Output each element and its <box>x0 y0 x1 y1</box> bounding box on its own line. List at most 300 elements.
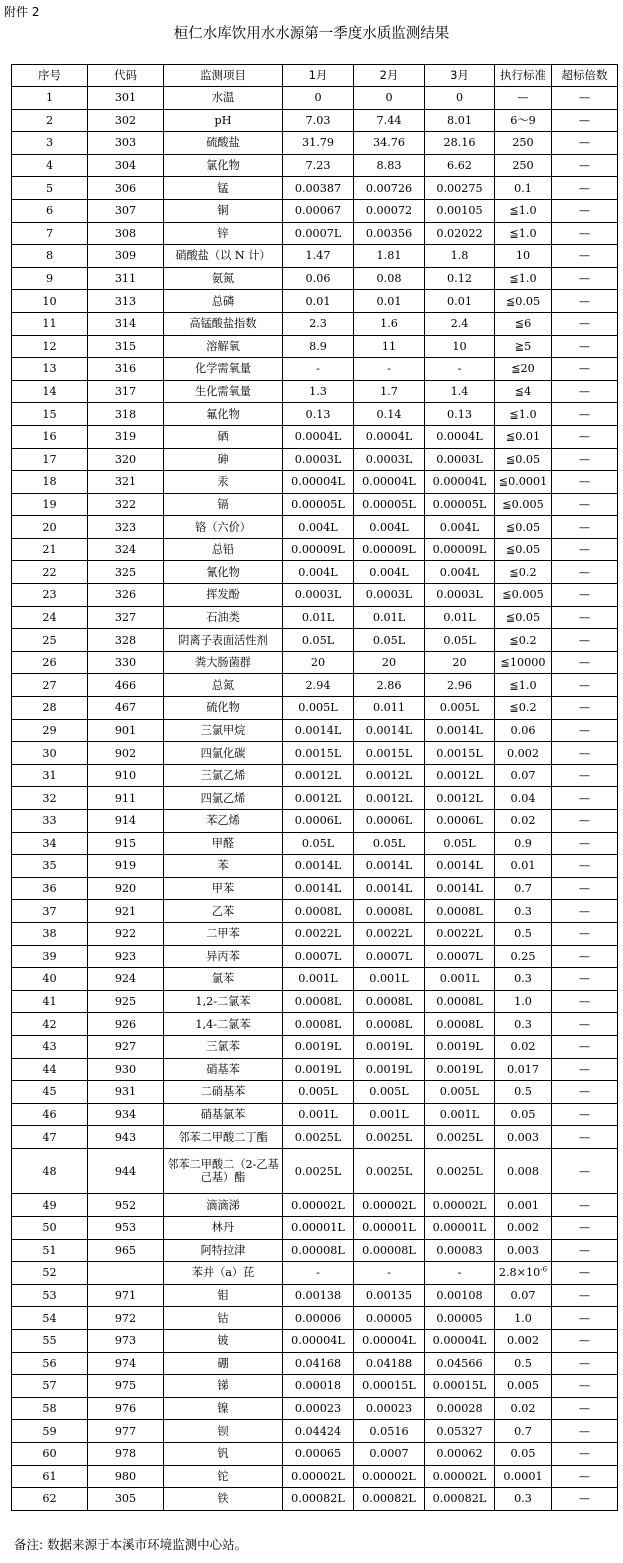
cell-exceed-times: — <box>552 425 618 448</box>
cell-seq: 31 <box>12 764 88 787</box>
cell-code: 980 <box>88 1465 164 1488</box>
cell-feb: 0.00135 <box>354 1284 425 1307</box>
cell-feb: 0.0025L <box>354 1126 425 1149</box>
cell-seq: 60 <box>12 1442 88 1465</box>
cell-exceed-times: — <box>552 1284 618 1307</box>
cell-exceed-times: — <box>552 719 618 742</box>
cell-mar: 0.0007L <box>425 945 495 968</box>
cell-exceed-times: — <box>552 403 618 426</box>
cell-jan: 0.0014L <box>283 877 354 900</box>
cell-mar: 0.00028 <box>425 1397 495 1420</box>
cell-jan: 0.0003L <box>283 448 354 471</box>
cell-feb: 0.00023 <box>354 1397 425 1420</box>
cell-seq: 54 <box>12 1307 88 1330</box>
cell-seq: 57 <box>12 1375 88 1398</box>
cell-standard: 0.07 <box>495 764 552 787</box>
cell-jan: 7.03 <box>283 109 354 132</box>
cell-mar: 0.00015L <box>425 1375 495 1398</box>
cell-item: 硒 <box>164 425 283 448</box>
column-header-item: 监测项目 <box>164 65 283 87</box>
table-row <box>12 425 618 448</box>
cell-jan: 0.0006L <box>283 810 354 833</box>
cell-jan: 2.3 <box>283 312 354 335</box>
cell-seq: 48 <box>12 1148 88 1194</box>
cell-item: 化学需氧量 <box>164 358 283 381</box>
cell-exceed-times: — <box>552 1035 618 1058</box>
cell-mar: 0.001L <box>425 1103 495 1126</box>
cell-seq: 12 <box>12 335 88 358</box>
table-row <box>12 493 618 516</box>
cell-jan: 0.004L <box>283 561 354 584</box>
cell-feb: 0.0008L <box>354 1013 425 1036</box>
cell-standard: 0.04 <box>495 787 552 810</box>
cell-mar: 0.02022 <box>425 222 495 245</box>
cell-item: 锑 <box>164 1375 283 1398</box>
table-row <box>12 1375 618 1398</box>
cell-item: 铊 <box>164 1465 283 1488</box>
cell-feb: 0.00015L <box>354 1375 425 1398</box>
cell-seq: 4 <box>12 154 88 177</box>
table-row <box>12 1058 618 1081</box>
cell-code: 973 <box>88 1329 164 1352</box>
column-header-mar: 3月 <box>425 65 495 87</box>
cell-standard: 0.003 <box>495 1126 552 1149</box>
cell-exceed-times: — <box>552 1126 618 1149</box>
cell-feb: 0.0007L <box>354 945 425 968</box>
cell-feb: 0.0008L <box>354 990 425 1013</box>
cell-standard: ≦0.01 <box>495 425 552 448</box>
cell-seq: 52 <box>12 1262 88 1285</box>
table-row <box>12 380 618 403</box>
cell-exceed-times: — <box>552 245 618 268</box>
table-row <box>12 1081 618 1104</box>
cell-feb: 0.0007 <box>354 1442 425 1465</box>
cell-standard: 0.02 <box>495 1397 552 1420</box>
cell-seq: 39 <box>12 945 88 968</box>
cell-seq: 27 <box>12 674 88 697</box>
table-row <box>12 1126 618 1149</box>
cell-mar: 0.001L <box>425 968 495 991</box>
cell-mar: 0.0008L <box>425 990 495 1013</box>
cell-exceed-times: — <box>552 1058 618 1081</box>
cell-standard: 250 <box>495 154 552 177</box>
cell-item: 总氮 <box>164 674 283 697</box>
cell-standard: ≦0.05 <box>495 516 552 539</box>
cell-standard: 0.25 <box>495 945 552 968</box>
cell-code: 467 <box>88 697 164 720</box>
cell-code: 910 <box>88 764 164 787</box>
cell-feb: 0.00356 <box>354 222 425 245</box>
cell-mar: 1.4 <box>425 380 495 403</box>
cell-mar: 0.05L <box>425 832 495 855</box>
cell-feb: 0.00005 <box>354 1307 425 1330</box>
table-row <box>12 629 618 652</box>
cell-mar: 0.004L <box>425 516 495 539</box>
cell-jan: 1.3 <box>283 380 354 403</box>
cell-seq: 17 <box>12 448 88 471</box>
cell-code: 311 <box>88 267 164 290</box>
table-row <box>12 335 618 358</box>
cell-code: 930 <box>88 1058 164 1081</box>
cell-seq: 13 <box>12 358 88 381</box>
cell-code: 315 <box>88 335 164 358</box>
cell-seq: 20 <box>12 516 88 539</box>
table-row <box>12 1352 618 1375</box>
table-row <box>12 222 618 245</box>
cell-item: 石油类 <box>164 606 283 629</box>
cell-code: 934 <box>88 1103 164 1126</box>
cell-jan: 0.0007L <box>283 222 354 245</box>
cell-standard: 0.7 <box>495 1420 552 1443</box>
footer-note: 备注: 数据来源于本溪市环境监测中心站。 <box>14 1537 248 1552</box>
attachment-label: 附件 2 <box>4 5 40 19</box>
cell-jan: 0.00001L <box>283 1217 354 1240</box>
cell-code: 326 <box>88 584 164 607</box>
cell-item: pH <box>164 109 283 132</box>
cell-seq: 5 <box>12 177 88 200</box>
cell-feb: 0.011 <box>354 697 425 720</box>
cell-item: 钼 <box>164 1284 283 1307</box>
cell-item: 硝酸盐（以 N 计） <box>164 245 283 268</box>
cell-jan: 0.0022L <box>283 922 354 945</box>
cell-code: 902 <box>88 742 164 765</box>
cell-feb: 0.0516 <box>354 1420 425 1443</box>
cell-mar: 0.0004L <box>425 425 495 448</box>
cell-exceed-times: — <box>552 267 618 290</box>
cell-item: 甲醛 <box>164 832 283 855</box>
table-row <box>12 787 618 810</box>
cell-item: 邻苯二甲酸二丁酯 <box>164 1126 283 1149</box>
table-row <box>12 538 618 561</box>
cell-item: 滴滴涕 <box>164 1194 283 1217</box>
cell-seq: 9 <box>12 267 88 290</box>
cell-standard: 0.05 <box>495 1103 552 1126</box>
cell-jan: 0.0008L <box>283 900 354 923</box>
cell-standard: 250 <box>495 132 552 155</box>
cell-feb: 20 <box>354 651 425 674</box>
table-row <box>12 403 618 426</box>
cell-mar: 2.4 <box>425 312 495 335</box>
table-row <box>12 132 618 155</box>
cell-seq: 42 <box>12 1013 88 1036</box>
cell-standard: — <box>495 87 552 110</box>
cell-jan: 0.0014L <box>283 719 354 742</box>
cell-code: 319 <box>88 425 164 448</box>
cell-seq: 46 <box>12 1103 88 1126</box>
cell-item: 锰 <box>164 177 283 200</box>
cell-jan: 0.001L <box>283 1103 354 1126</box>
cell-feb: 0.001L <box>354 968 425 991</box>
cell-jan: 20 <box>283 651 354 674</box>
table-row <box>12 606 618 629</box>
cell-code: 320 <box>88 448 164 471</box>
column-header-exceed-times: 超标倍数 <box>552 65 618 87</box>
cell-feb: 0.01L <box>354 606 425 629</box>
cell-standard: 0.003 <box>495 1239 552 1262</box>
cell-seq: 32 <box>12 787 88 810</box>
cell-code: 974 <box>88 1352 164 1375</box>
cell-standard: 0.002 <box>495 1217 552 1240</box>
cell-jan: 8.9 <box>283 335 354 358</box>
cell-mar: 0.0008L <box>425 900 495 923</box>
cell-exceed-times: — <box>552 1352 618 1375</box>
cell-exceed-times: — <box>552 493 618 516</box>
cell-exceed-times: — <box>552 222 618 245</box>
cell-standard: 0.06 <box>495 719 552 742</box>
cell-standard: ≦6 <box>495 312 552 335</box>
cell-seq: 37 <box>12 900 88 923</box>
cell-item: 氯化物 <box>164 154 283 177</box>
cell-code: 923 <box>88 945 164 968</box>
cell-feb: 34.76 <box>354 132 425 155</box>
cell-jan: 0.0025L <box>283 1126 354 1149</box>
cell-exceed-times: — <box>552 177 618 200</box>
cell-feb: 0.0019L <box>354 1058 425 1081</box>
cell-jan: 0.0003L <box>283 584 354 607</box>
table-header-row <box>12 65 618 87</box>
cell-standard: 0.02 <box>495 1035 552 1058</box>
cell-seq: 18 <box>12 471 88 494</box>
cell-standard: 1.0 <box>495 990 552 1013</box>
table-row <box>12 922 618 945</box>
cell-exceed-times: — <box>552 87 618 110</box>
cell-code: 330 <box>88 651 164 674</box>
table-row <box>12 764 618 787</box>
cell-code: 323 <box>88 516 164 539</box>
cell-mar: 0.0003L <box>425 448 495 471</box>
cell-exceed-times: — <box>552 832 618 855</box>
cell-feb: 0.00009L <box>354 538 425 561</box>
cell-feb: 0.00082L <box>354 1488 425 1511</box>
cell-jan: 0.00018 <box>283 1375 354 1398</box>
cell-seq: 59 <box>12 1420 88 1443</box>
cell-seq: 40 <box>12 968 88 991</box>
cell-seq: 21 <box>12 538 88 561</box>
cell-seq: 53 <box>12 1284 88 1307</box>
cell-jan: 0.0025L <box>283 1148 354 1194</box>
cell-exceed-times: — <box>552 1081 618 1104</box>
cell-item: 阴离子表面活性剂 <box>164 629 283 652</box>
cell-feb: 0.0008L <box>354 900 425 923</box>
cell-exceed-times: — <box>552 471 618 494</box>
cell-standard: ≦0.2 <box>495 629 552 652</box>
cell-feb: 8.83 <box>354 154 425 177</box>
cell-jan: 0.0008L <box>283 990 354 1013</box>
cell-standard: ≦0.05 <box>495 606 552 629</box>
cell-feb: 0.001L <box>354 1103 425 1126</box>
cell-mar: 0.01 <box>425 290 495 313</box>
cell-seq: 22 <box>12 561 88 584</box>
cell-jan: 0.00138 <box>283 1284 354 1307</box>
cell-standard: 0.07 <box>495 1284 552 1307</box>
cell-exceed-times: — <box>552 629 618 652</box>
cell-code: 924 <box>88 968 164 991</box>
table-row <box>12 584 618 607</box>
cell-exceed-times: — <box>552 855 618 878</box>
cell-exceed-times: — <box>552 1329 618 1352</box>
cell-standard: $2.8\times 10^{-6}$ <box>495 1262 552 1285</box>
cell-item: 林丹 <box>164 1217 283 1240</box>
cell-code: 914 <box>88 810 164 833</box>
cell-item: 苯乙烯 <box>164 810 283 833</box>
cell-exceed-times: — <box>552 1148 618 1194</box>
cell-feb: 0.0014L <box>354 855 425 878</box>
cell-jan: - <box>283 1262 354 1285</box>
cell-code: 976 <box>88 1397 164 1420</box>
cell-jan: 0.01 <box>283 290 354 313</box>
cell-feb: 0.04188 <box>354 1352 425 1375</box>
cell-seq: 55 <box>12 1329 88 1352</box>
cell-mar: 0.05327 <box>425 1420 495 1443</box>
cell-standard: 0.3 <box>495 900 552 923</box>
cell-seq: 15 <box>12 403 88 426</box>
cell-jan: 0.04424 <box>283 1420 354 1443</box>
cell-standard: 1.0 <box>495 1307 552 1330</box>
cell-item: 高锰酸盐指数 <box>164 312 283 335</box>
cell-item: 铍 <box>164 1329 283 1352</box>
cell-seq: 62 <box>12 1488 88 1511</box>
cell-jan: 0.00067 <box>283 199 354 222</box>
cell-item: 苯并（a）芘 <box>164 1262 283 1285</box>
cell-code: 931 <box>88 1081 164 1104</box>
table-row <box>12 1284 618 1307</box>
cell-exceed-times: — <box>552 922 618 945</box>
table-row <box>12 1217 618 1240</box>
cell-code: 926 <box>88 1013 164 1036</box>
cell-mar: 0.04566 <box>425 1352 495 1375</box>
cell-standard: ≦1.0 <box>495 403 552 426</box>
cell-feb: 2.86 <box>354 674 425 697</box>
cell-exceed-times: — <box>552 199 618 222</box>
cell-jan: 0.00004L <box>283 1329 354 1352</box>
cell-jan: 0.00009L <box>283 538 354 561</box>
column-header-seq: 序号 <box>12 65 88 87</box>
cell-exceed-times: — <box>552 109 618 132</box>
cell-seq: 29 <box>12 719 88 742</box>
cell-exceed-times: — <box>552 990 618 1013</box>
cell-jan: - <box>283 358 354 381</box>
cell-jan: 31.79 <box>283 132 354 155</box>
table-row <box>12 1307 618 1330</box>
cell-item: 汞 <box>164 471 283 494</box>
monitoring-results-table <box>11 64 618 1511</box>
cell-mar: 0.00082L <box>425 1488 495 1511</box>
cell-mar: 8.01 <box>425 109 495 132</box>
cell-standard: ≦1.0 <box>495 674 552 697</box>
cell-exceed-times: — <box>552 1239 618 1262</box>
cell-mar: 0 <box>425 87 495 110</box>
table-row <box>12 312 618 335</box>
cell-seq: 45 <box>12 1081 88 1104</box>
cell-standard: ≦20 <box>495 358 552 381</box>
cell-seq: 49 <box>12 1194 88 1217</box>
cell-mar: 0.00062 <box>425 1442 495 1465</box>
cell-exceed-times: — <box>552 1013 618 1036</box>
cell-exceed-times: — <box>552 787 618 810</box>
cell-standard: 6～9 <box>495 109 552 132</box>
cell-exceed-times: — <box>552 448 618 471</box>
table-row <box>12 516 618 539</box>
cell-feb: 0.00005L <box>354 493 425 516</box>
cell-feb: - <box>354 1262 425 1285</box>
cell-jan: 0.0012L <box>283 764 354 787</box>
cell-jan: 0.00082L <box>283 1488 354 1511</box>
table-row <box>12 832 618 855</box>
table-row <box>12 1329 618 1352</box>
cell-jan: 0.06 <box>283 267 354 290</box>
cell-mar: 0.0012L <box>425 787 495 810</box>
cell-feb: 0.0022L <box>354 922 425 945</box>
cell-mar: 0.004L <box>425 561 495 584</box>
cell-feb: 1.81 <box>354 245 425 268</box>
cell-jan: 0.04168 <box>283 1352 354 1375</box>
cell-jan: 0.00006 <box>283 1307 354 1330</box>
cell-jan: 0.13 <box>283 403 354 426</box>
page-title: 桓仁水库饮用水水源第一季度水质监测结果 <box>173 26 450 42</box>
cell-code: 304 <box>88 154 164 177</box>
cell-mar: 0.005L <box>425 697 495 720</box>
cell-feb: 0.0012L <box>354 764 425 787</box>
table-row <box>12 674 618 697</box>
cell-seq: 16 <box>12 425 88 448</box>
cell-seq: 30 <box>12 742 88 765</box>
column-header-feb: 2月 <box>354 65 425 87</box>
cell-seq: 33 <box>12 810 88 833</box>
cell-code: 307 <box>88 199 164 222</box>
cell-standard: 0.002 <box>495 742 552 765</box>
cell-feb: 0.0025L <box>354 1148 425 1194</box>
cell-standard: ≦1.0 <box>495 267 552 290</box>
cell-mar: 0.0012L <box>425 764 495 787</box>
cell-standard: 0.001 <box>495 1194 552 1217</box>
cell-seq: 36 <box>12 877 88 900</box>
cell-code: 314 <box>88 312 164 335</box>
cell-code: 971 <box>88 1284 164 1307</box>
cell-jan: 0.00002L <box>283 1194 354 1217</box>
cell-feb: 0 <box>354 87 425 110</box>
cell-code: 915 <box>88 832 164 855</box>
cell-item: 乙苯 <box>164 900 283 923</box>
cell-seq: 25 <box>12 629 88 652</box>
cell-standard: ≦0.05 <box>495 448 552 471</box>
cell-mar: 0.0014L <box>425 855 495 878</box>
cell-mar: 0.0019L <box>425 1035 495 1058</box>
cell-item: 二硝基苯 <box>164 1081 283 1104</box>
cell-item: 硫酸盐 <box>164 132 283 155</box>
cell-jan: 0.00065 <box>283 1442 354 1465</box>
cell-item: 硫化物 <box>164 697 283 720</box>
cell-item: 异丙苯 <box>164 945 283 968</box>
column-header-standard: 执行标准 <box>495 65 552 87</box>
cell-code: 977 <box>88 1420 164 1443</box>
cell-mar: 0.0025L <box>425 1148 495 1194</box>
cell-mar: 0.0014L <box>425 719 495 742</box>
cell-code: 305 <box>88 1488 164 1511</box>
cell-item: 氟化物 <box>164 403 283 426</box>
cell-exceed-times: — <box>552 312 618 335</box>
cell-feb: 0.00072 <box>354 199 425 222</box>
cell-feb: 0.08 <box>354 267 425 290</box>
cell-jan: 0.00002L <box>283 1465 354 1488</box>
cell-feb: 0.00004L <box>354 471 425 494</box>
table-row <box>12 154 618 177</box>
table-row <box>12 471 618 494</box>
table-row <box>12 245 618 268</box>
cell-code: 306 <box>88 177 164 200</box>
cell-jan: 0.00005L <box>283 493 354 516</box>
table-row <box>12 810 618 833</box>
cell-code: 328 <box>88 629 164 652</box>
